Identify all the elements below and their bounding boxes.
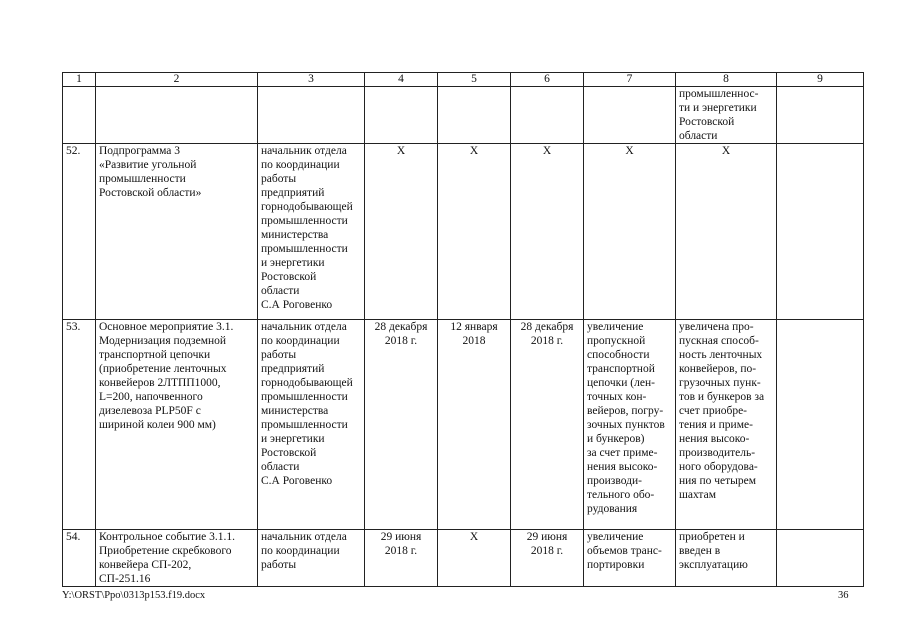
- end-date: 29 июня 2018 г.: [526, 531, 568, 557]
- col-header-4: 4: [365, 73, 438, 87]
- planned-date: 28 декабря 2018 г.: [374, 321, 428, 347]
- end-date: Х: [542, 145, 552, 157]
- continuation-row: [63, 87, 864, 144]
- start-date: Х: [469, 531, 479, 543]
- actual-result: приобретен и введен в эксплуатацию: [679, 531, 748, 571]
- col-header-7: 7: [584, 73, 676, 87]
- table-row: [63, 144, 864, 320]
- actual-result: Х: [721, 145, 731, 157]
- col-header-3: 3: [258, 73, 365, 87]
- planned-date: 29 июня 2018 г.: [380, 531, 422, 557]
- expected-result: увеличение пропускной способности транспортной цепочки (лен- точных кон- вейеров, погру- зочных пунктов и бункеров) за счет приме- нения высоко- производи- тельного обо- рудования: [587, 321, 665, 515]
- page-number: 36: [838, 590, 849, 601]
- planned-date: Х: [396, 145, 406, 157]
- table-row: [63, 320, 864, 530]
- col-header-6: 6: [511, 73, 584, 87]
- col-header-2: 2: [96, 73, 258, 87]
- end-date: 28 декабря 2018 г.: [520, 321, 574, 347]
- col-header-5: 5: [438, 73, 511, 87]
- event-name: Подпрограмма 3 «Развитие угольной промышленности Ростовской области»: [99, 145, 202, 199]
- responsible-person: начальник отдела по координации работы: [261, 531, 347, 571]
- header-row: [63, 73, 864, 87]
- event-name: Основное мероприятие 3.1. Модернизация подземной транспортной цепочки (приобретение ленточных конвейеров 2ЛТПП1000, L=200, напочвенного дизелевоза PLP50F с шириной колеи 900 мм): [99, 321, 234, 431]
- event-name: Контрольное событие 3.1.1. Приобретение скребкового конвейера СП-202, СП-251.16: [99, 531, 235, 585]
- responsible-person: начальник отдела по координации работы предприятий горнодобывающей промышленности министерства промышленности и энергетики Ростовской области С.А Роговенко: [261, 321, 353, 487]
- actual-result: увеличена про- пускная способ- ность ленточных конвейеров, по- грузочных пунк- тов и бункеров за счет приобре- тения и приме- нения высоко- производитель- ного оборудова- ния по четырем шахтам: [679, 321, 765, 501]
- col-header-1: 1: [63, 73, 96, 87]
- expected-result: Х: [625, 145, 634, 157]
- row-number: 52.: [66, 145, 81, 157]
- row-number: 54.: [66, 531, 81, 543]
- data-table: [62, 72, 864, 587]
- start-date: Х: [469, 145, 479, 157]
- responsible-person: начальник отдела по координации работы предприятий горнодобывающей промышленности министерства промышленности и энергетики Ростовской области С.А Роговенко: [261, 145, 353, 311]
- col-header-8: 8: [676, 73, 777, 87]
- expected-result: увеличение объемов транс- портировки: [587, 531, 662, 571]
- continuation-cell: промышленнос- ти и энергетики Ростовской области: [679, 88, 759, 142]
- col-header-9: 9: [777, 73, 864, 87]
- row-number: 53.: [66, 321, 81, 333]
- file-path: Y:\ORST\Ppo\0313p153.f19.docx: [62, 590, 206, 601]
- table-row: [63, 530, 864, 587]
- start-date: 12 января 2018: [450, 321, 498, 347]
